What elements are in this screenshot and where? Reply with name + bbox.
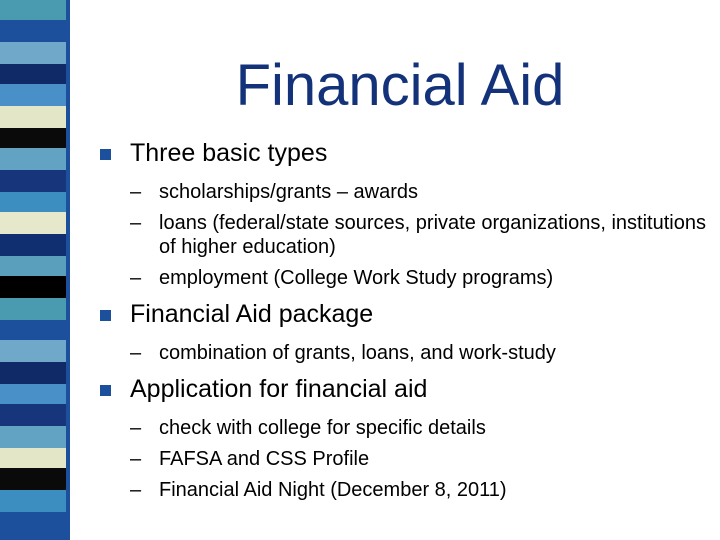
stripe (0, 64, 66, 84)
sub-text: check with college for specific details (159, 417, 486, 439)
bullet-item (100, 374, 710, 404)
sub-item (130, 478, 710, 502)
stripe (0, 362, 66, 384)
stripe (0, 0, 66, 20)
dash-bullet: – (130, 212, 142, 234)
stripe (0, 42, 66, 64)
stripe (0, 148, 66, 170)
stripe (0, 512, 66, 540)
stripe (0, 468, 66, 490)
stripe (0, 490, 66, 512)
stripe (0, 426, 66, 448)
slide-title: Financial Aid (235, 53, 565, 118)
sub-item (130, 341, 710, 365)
sub-list (130, 341, 710, 365)
bullet-item (100, 138, 710, 168)
sub-text: FAFSA and CSS Profile (159, 448, 370, 470)
stripe-edge (66, 0, 70, 540)
stripe (0, 212, 66, 234)
bullet-text: Application for financial aid (130, 375, 428, 403)
sub-text: employment (College Work Study programs) (159, 267, 554, 289)
bullet-text: Three basic types (130, 139, 328, 167)
stripe (0, 276, 66, 298)
sub-list (130, 180, 710, 290)
stripe (0, 340, 66, 362)
square-bullet-icon (100, 310, 111, 321)
stripe (0, 320, 66, 340)
stripe (0, 84, 66, 106)
dash-bullet: – (130, 267, 142, 289)
dash-bullet: – (130, 417, 142, 439)
sub-item (130, 447, 710, 471)
square-bullet-icon (100, 385, 111, 396)
sub-text: scholarships/grants – awards (159, 181, 419, 203)
stripe (0, 256, 66, 276)
sub-list (130, 416, 710, 502)
stripe (0, 170, 66, 192)
sub-item (130, 266, 710, 290)
bullet-text: Financial Aid package (130, 300, 374, 328)
stripe (0, 298, 66, 320)
dash-bullet: – (130, 448, 142, 470)
stripe (0, 20, 66, 42)
sub-text: loans (federal/state sources, private organizations, institutions of higher education) (159, 212, 706, 258)
stripe (0, 106, 66, 128)
decorative-stripe-bar (0, 0, 66, 540)
square-bullet-icon (100, 149, 111, 160)
sub-item (130, 211, 710, 259)
sub-item (130, 180, 710, 204)
dash-bullet: – (130, 342, 142, 364)
sub-item (130, 416, 710, 440)
stripe (0, 384, 66, 404)
stripe (0, 234, 66, 256)
stripe (0, 448, 66, 468)
dash-bullet: – (130, 479, 142, 501)
stripe (0, 128, 66, 148)
sub-text: Financial Aid Night (December 8, 2011) (159, 479, 507, 501)
stripe (0, 192, 66, 212)
sub-text: combination of grants, loans, and work-study (159, 342, 556, 364)
slide-content (100, 138, 710, 509)
dash-bullet: – (130, 181, 142, 203)
stripe (0, 404, 66, 426)
bullet-item (100, 299, 710, 329)
